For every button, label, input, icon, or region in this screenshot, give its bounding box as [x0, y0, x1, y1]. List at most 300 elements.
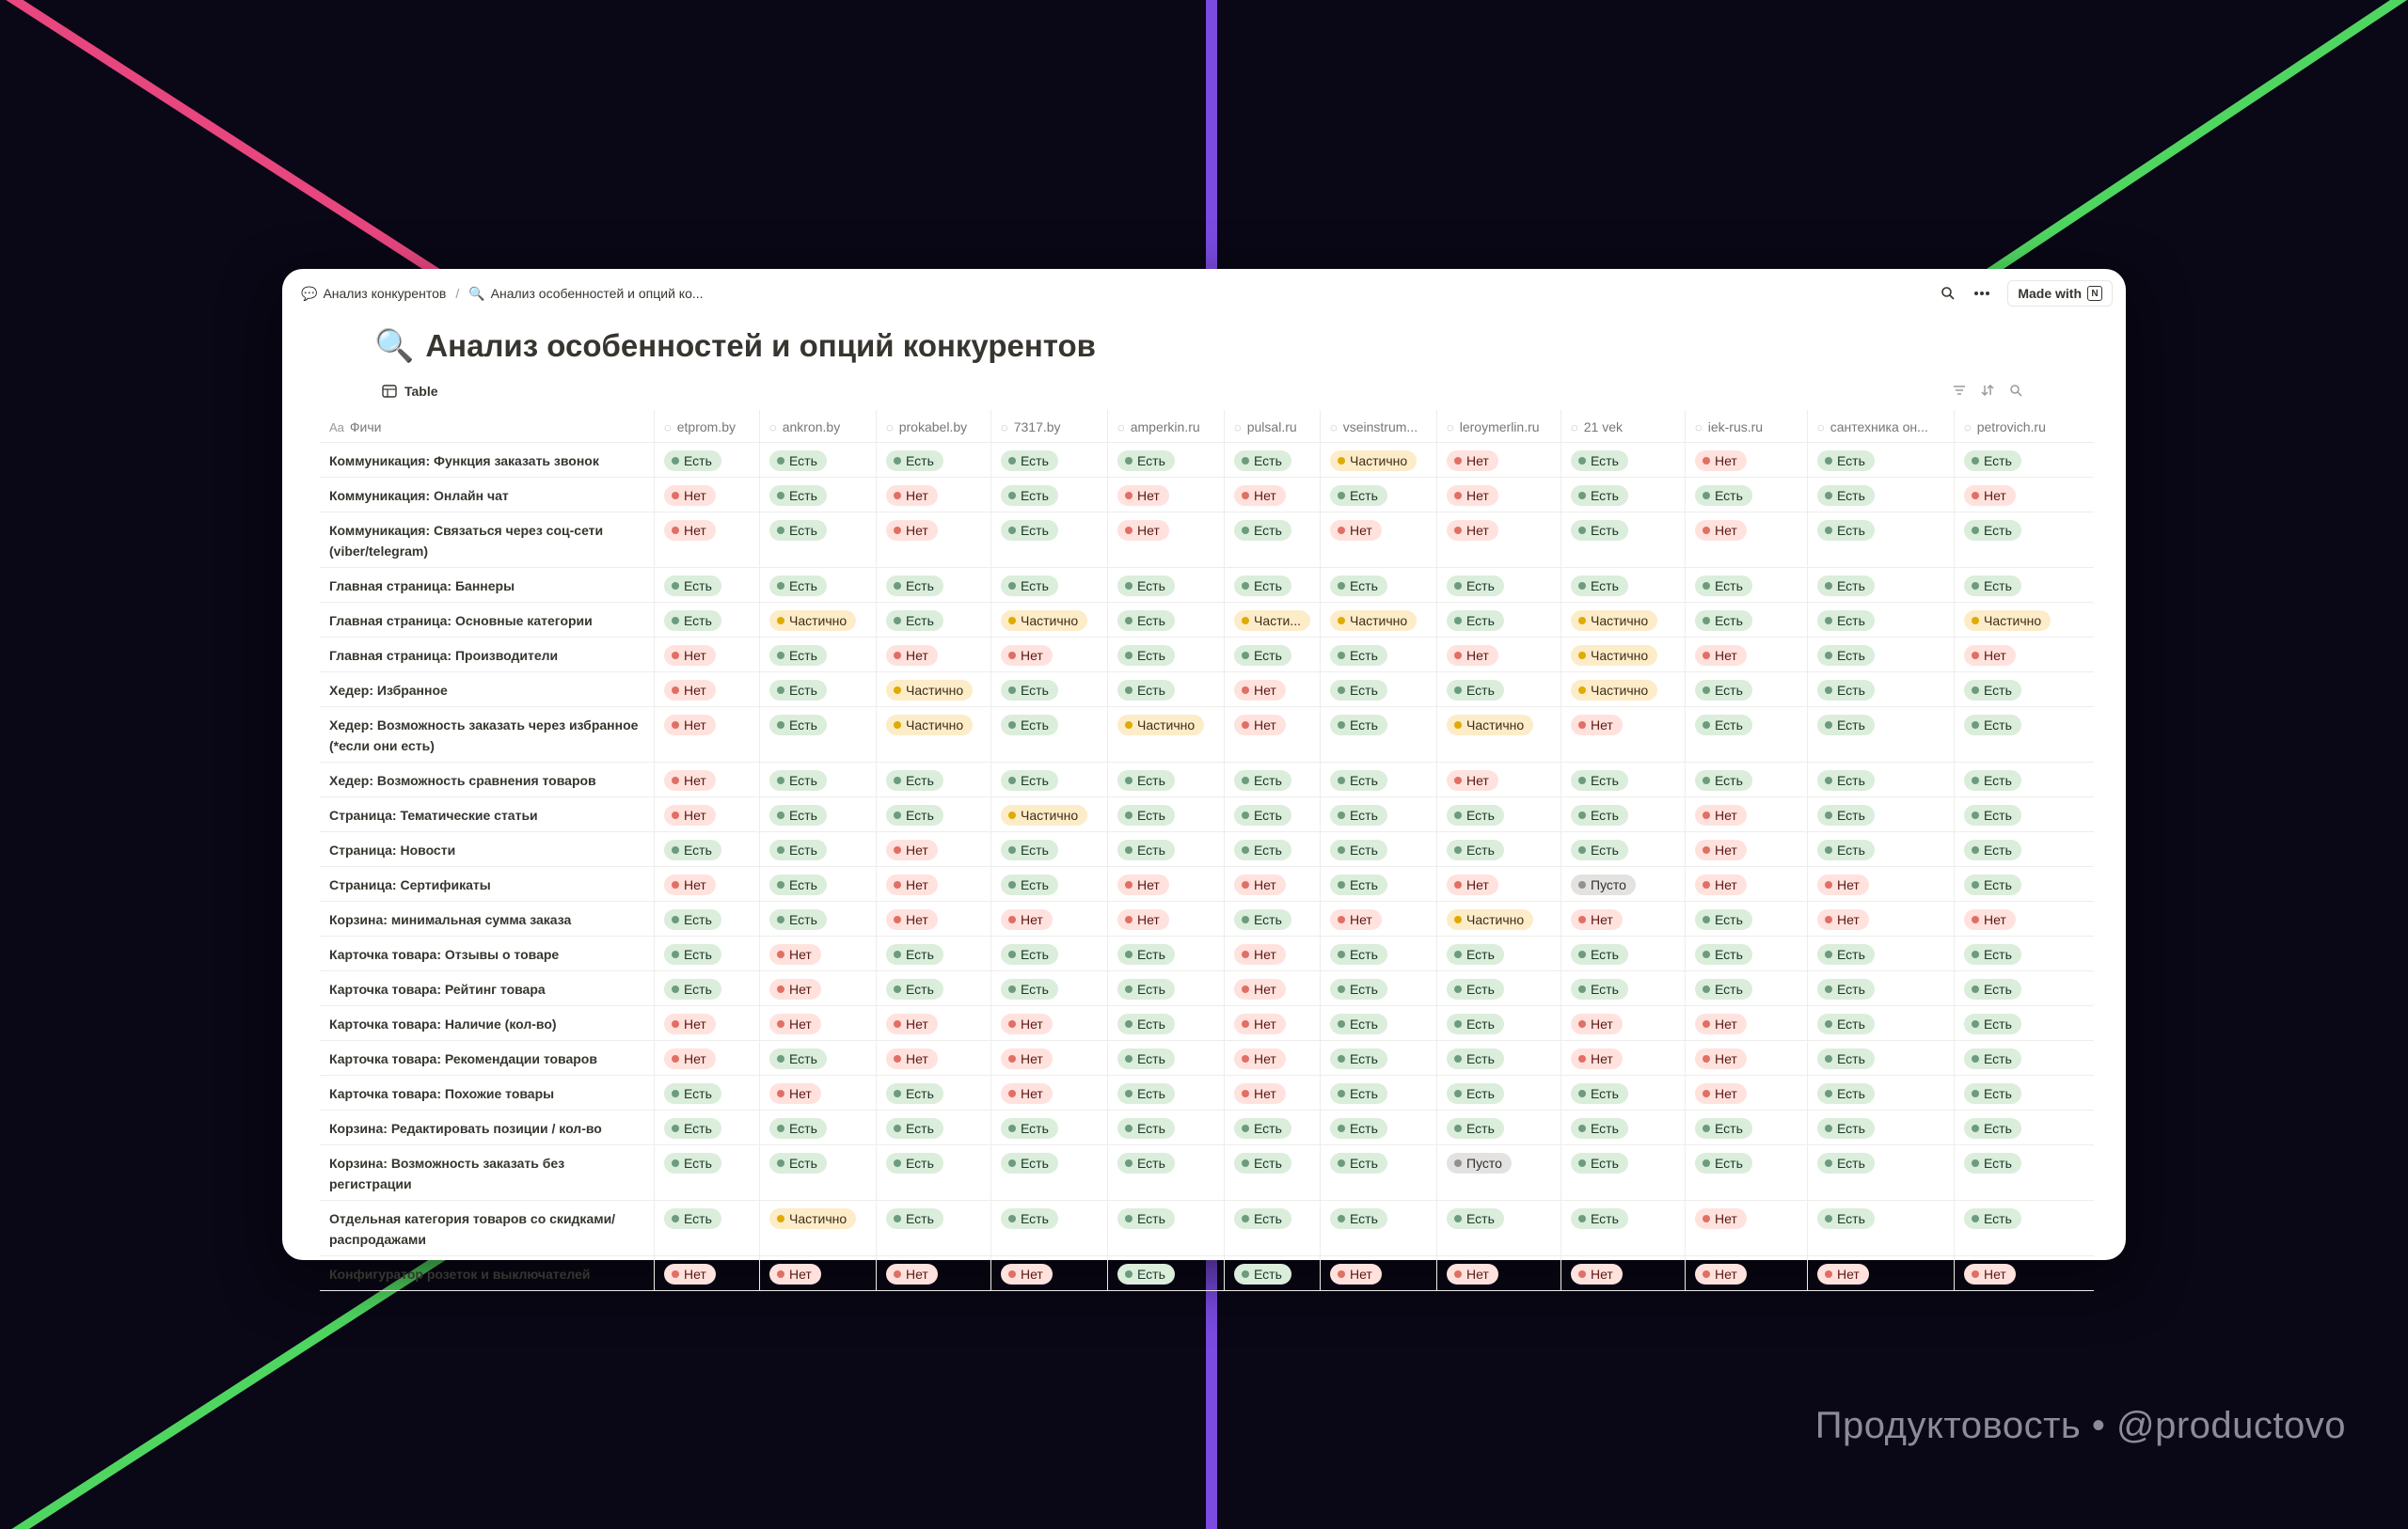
status-cell[interactable]: [1225, 1111, 1321, 1144]
made-with-button[interactable]: [2007, 280, 2113, 307]
status-cell[interactable]: [760, 478, 877, 512]
status-cell[interactable]: [1321, 568, 1437, 602]
status-cell[interactable]: [1686, 867, 1808, 901]
status-cell[interactable]: [1561, 867, 1686, 901]
status-cell[interactable]: [1808, 603, 1955, 637]
status-cell[interactable]: [655, 937, 760, 970]
status-cell[interactable]: [760, 568, 877, 602]
status-cell[interactable]: [1686, 1006, 1808, 1040]
status-cell[interactable]: [760, 1256, 877, 1290]
status-cell[interactable]: [1225, 443, 1321, 477]
status-cell[interactable]: [1955, 707, 2075, 762]
status-cell[interactable]: [1108, 672, 1225, 706]
status-cell[interactable]: [655, 902, 760, 936]
status-cell[interactable]: [877, 937, 991, 970]
feature-cell[interactable]: Отдельная категория товаров со скидками/ распродажами: [320, 1201, 655, 1255]
status-cell[interactable]: [1225, 638, 1321, 671]
status-cell[interactable]: [1561, 1145, 1686, 1200]
status-cell[interactable]: [1225, 1145, 1321, 1200]
status-cell[interactable]: [991, 832, 1108, 866]
status-cell[interactable]: [760, 1041, 877, 1075]
status-cell[interactable]: [877, 1201, 991, 1255]
status-cell[interactable]: [1808, 638, 1955, 671]
status-cell[interactable]: [655, 1041, 760, 1075]
status-cell[interactable]: [1108, 707, 1225, 762]
status-cell[interactable]: [1225, 971, 1321, 1005]
status-cell[interactable]: [1808, 1256, 1955, 1290]
status-cell[interactable]: [1108, 603, 1225, 637]
status-cell[interactable]: [1808, 443, 1955, 477]
status-cell[interactable]: [991, 971, 1108, 1005]
breadcrumb-current[interactable]: [468, 286, 703, 302]
feature-cell[interactable]: Главная страница: Баннеры: [320, 568, 655, 602]
status-cell[interactable]: [1225, 1256, 1321, 1290]
status-cell[interactable]: [991, 443, 1108, 477]
status-cell[interactable]: [1955, 638, 2075, 671]
column-header-site[interactable]: [760, 410, 877, 442]
status-cell[interactable]: [991, 902, 1108, 936]
status-cell[interactable]: [760, 603, 877, 637]
status-cell[interactable]: [1955, 1041, 2075, 1075]
status-cell[interactable]: [991, 1006, 1108, 1040]
status-cell[interactable]: [1437, 867, 1561, 901]
status-cell[interactable]: [655, 763, 760, 796]
status-cell[interactable]: [655, 638, 760, 671]
status-cell[interactable]: [1437, 1145, 1561, 1200]
status-cell[interactable]: [1437, 1006, 1561, 1040]
status-cell[interactable]: [1686, 1256, 1808, 1290]
status-cell[interactable]: [1808, 902, 1955, 936]
status-cell[interactable]: [1108, 1111, 1225, 1144]
sort-icon[interactable]: [1981, 384, 1994, 400]
status-cell[interactable]: [877, 797, 991, 831]
status-cell[interactable]: [1955, 672, 2075, 706]
status-cell[interactable]: [1437, 1111, 1561, 1144]
status-cell[interactable]: [1955, 1076, 2075, 1110]
status-cell[interactable]: [1321, 672, 1437, 706]
status-cell[interactable]: [1561, 971, 1686, 1005]
status-cell[interactable]: [1561, 672, 1686, 706]
status-cell[interactable]: [1955, 512, 2075, 567]
column-header-site[interactable]: [1808, 410, 1955, 442]
status-cell[interactable]: [1225, 937, 1321, 970]
status-cell[interactable]: [1108, 1006, 1225, 1040]
status-cell[interactable]: [1561, 937, 1686, 970]
status-cell[interactable]: [1321, 478, 1437, 512]
status-cell[interactable]: [1686, 603, 1808, 637]
status-cell[interactable]: [991, 512, 1108, 567]
status-cell[interactable]: [1225, 832, 1321, 866]
status-cell[interactable]: [760, 1006, 877, 1040]
status-cell[interactable]: [877, 707, 991, 762]
feature-cell[interactable]: Главная страница: Производители: [320, 638, 655, 671]
status-cell[interactable]: [991, 1201, 1108, 1255]
status-cell[interactable]: [1808, 763, 1955, 796]
status-cell[interactable]: [1321, 1111, 1437, 1144]
status-cell[interactable]: [1561, 603, 1686, 637]
status-cell[interactable]: [760, 971, 877, 1005]
status-cell[interactable]: [1225, 568, 1321, 602]
status-cell[interactable]: [760, 1076, 877, 1110]
status-cell[interactable]: [1808, 1201, 1955, 1255]
status-cell[interactable]: [1321, 1006, 1437, 1040]
status-cell[interactable]: [1437, 763, 1561, 796]
status-cell[interactable]: [1686, 971, 1808, 1005]
status-cell[interactable]: [1321, 937, 1437, 970]
status-cell[interactable]: [1955, 443, 2075, 477]
status-cell[interactable]: [877, 672, 991, 706]
status-cell[interactable]: [1561, 1256, 1686, 1290]
status-cell[interactable]: [1225, 707, 1321, 762]
status-cell[interactable]: [1437, 568, 1561, 602]
status-cell[interactable]: [760, 638, 877, 671]
status-cell[interactable]: [1108, 478, 1225, 512]
status-cell[interactable]: [1955, 797, 2075, 831]
status-cell[interactable]: [1561, 763, 1686, 796]
status-cell[interactable]: [1808, 797, 1955, 831]
status-cell[interactable]: [760, 707, 877, 762]
status-cell[interactable]: [1955, 867, 2075, 901]
status-cell[interactable]: [1686, 478, 1808, 512]
status-cell[interactable]: [1437, 1256, 1561, 1290]
status-cell[interactable]: [1686, 902, 1808, 936]
status-cell[interactable]: [991, 638, 1108, 671]
status-cell[interactable]: [1321, 797, 1437, 831]
status-cell[interactable]: [760, 443, 877, 477]
status-cell[interactable]: [991, 707, 1108, 762]
status-cell[interactable]: [1108, 971, 1225, 1005]
status-cell[interactable]: [1225, 512, 1321, 567]
status-cell[interactable]: [1686, 568, 1808, 602]
status-cell[interactable]: [1686, 1201, 1808, 1255]
status-cell[interactable]: [1225, 763, 1321, 796]
feature-cell[interactable]: Страница: Новости: [320, 832, 655, 866]
column-header-site[interactable]: [1321, 410, 1437, 442]
status-cell[interactable]: [1686, 1145, 1808, 1200]
column-header-feature[interactable]: [320, 410, 655, 442]
status-cell[interactable]: [1225, 867, 1321, 901]
status-cell[interactable]: [655, 1006, 760, 1040]
status-cell[interactable]: [1225, 797, 1321, 831]
status-cell[interactable]: [1686, 707, 1808, 762]
status-cell[interactable]: [655, 1145, 760, 1200]
status-cell[interactable]: [760, 512, 877, 567]
status-cell[interactable]: [1686, 1076, 1808, 1110]
status-cell[interactable]: [1437, 902, 1561, 936]
status-cell[interactable]: [877, 1256, 991, 1290]
feature-cell[interactable]: Коммуникация: Функция заказать звонок: [320, 443, 655, 477]
status-cell[interactable]: [1955, 478, 2075, 512]
status-cell[interactable]: [877, 478, 991, 512]
status-cell[interactable]: [1808, 707, 1955, 762]
status-cell[interactable]: [1321, 707, 1437, 762]
status-cell[interactable]: [1321, 638, 1437, 671]
status-cell[interactable]: [1108, 638, 1225, 671]
status-cell[interactable]: [1321, 763, 1437, 796]
status-cell[interactable]: [1225, 1041, 1321, 1075]
status-cell[interactable]: [760, 672, 877, 706]
status-cell[interactable]: [655, 568, 760, 602]
status-cell[interactable]: [1561, 707, 1686, 762]
status-cell[interactable]: [655, 707, 760, 762]
status-cell[interactable]: [1686, 1111, 1808, 1144]
status-cell[interactable]: [1321, 1041, 1437, 1075]
feature-cell[interactable]: Страница: Сертификаты: [320, 867, 655, 901]
status-cell[interactable]: [655, 1076, 760, 1110]
status-cell[interactable]: [1955, 1256, 2075, 1290]
status-cell[interactable]: [1321, 902, 1437, 936]
status-cell[interactable]: [1225, 1201, 1321, 1255]
column-header-site[interactable]: [1561, 410, 1686, 442]
status-cell[interactable]: [1437, 512, 1561, 567]
feature-cell[interactable]: Коммуникация: Онлайн чат: [320, 478, 655, 512]
status-cell[interactable]: [1561, 797, 1686, 831]
status-cell[interactable]: [1437, 478, 1561, 512]
status-cell[interactable]: [1108, 443, 1225, 477]
status-cell[interactable]: [877, 867, 991, 901]
status-cell[interactable]: [1321, 1145, 1437, 1200]
feature-cell[interactable]: Главная страница: Основные категории: [320, 603, 655, 637]
status-cell[interactable]: [760, 797, 877, 831]
status-cell[interactable]: [1437, 971, 1561, 1005]
status-cell[interactable]: [1561, 478, 1686, 512]
status-cell[interactable]: [1321, 1076, 1437, 1110]
column-header-site[interactable]: [1955, 410, 2075, 442]
status-cell[interactable]: [1561, 512, 1686, 567]
status-cell[interactable]: [655, 797, 760, 831]
status-cell[interactable]: [1321, 867, 1437, 901]
status-cell[interactable]: [1321, 1256, 1437, 1290]
feature-cell[interactable]: Корзина: Возможность заказать без регистрации: [320, 1145, 655, 1200]
status-cell[interactable]: [991, 867, 1108, 901]
status-cell[interactable]: [877, 568, 991, 602]
feature-cell[interactable]: Хедер: Избранное: [320, 672, 655, 706]
status-cell[interactable]: [1321, 971, 1437, 1005]
column-header-site[interactable]: [655, 410, 760, 442]
status-cell[interactable]: [991, 1076, 1108, 1110]
status-cell[interactable]: [655, 1201, 760, 1255]
status-cell[interactable]: [655, 478, 760, 512]
status-cell[interactable]: [760, 1201, 877, 1255]
status-cell[interactable]: [1437, 672, 1561, 706]
status-cell[interactable]: [877, 832, 991, 866]
status-cell[interactable]: [1686, 763, 1808, 796]
status-cell[interactable]: [1225, 603, 1321, 637]
feature-cell[interactable]: Карточка товара: Рейтинг товара: [320, 971, 655, 1005]
status-cell[interactable]: [1686, 638, 1808, 671]
status-cell[interactable]: [655, 443, 760, 477]
status-cell[interactable]: [1955, 971, 2075, 1005]
status-cell[interactable]: [760, 832, 877, 866]
column-header-site[interactable]: [991, 410, 1108, 442]
status-cell[interactable]: [877, 902, 991, 936]
status-cell[interactable]: [1955, 603, 2075, 637]
status-cell[interactable]: [991, 763, 1108, 796]
status-cell[interactable]: [1321, 1201, 1437, 1255]
status-cell[interactable]: [1686, 1041, 1808, 1075]
status-cell[interactable]: [655, 672, 760, 706]
status-cell[interactable]: [1437, 443, 1561, 477]
status-cell[interactable]: [1808, 937, 1955, 970]
status-cell[interactable]: [1437, 707, 1561, 762]
status-cell[interactable]: [1955, 568, 2075, 602]
status-cell[interactable]: [1955, 1006, 2075, 1040]
status-cell[interactable]: [1225, 478, 1321, 512]
status-cell[interactable]: [1808, 1111, 1955, 1144]
status-cell[interactable]: [1437, 1041, 1561, 1075]
status-cell[interactable]: [1437, 603, 1561, 637]
status-cell[interactable]: [991, 1256, 1108, 1290]
status-cell[interactable]: [877, 638, 991, 671]
status-cell[interactable]: [1561, 638, 1686, 671]
status-cell[interactable]: [1561, 832, 1686, 866]
view-tab-table[interactable]: [382, 384, 438, 399]
status-cell[interactable]: [1437, 937, 1561, 970]
status-cell[interactable]: [1808, 1076, 1955, 1110]
status-cell[interactable]: [1321, 603, 1437, 637]
status-cell[interactable]: [1808, 1145, 1955, 1200]
status-cell[interactable]: [1686, 832, 1808, 866]
status-cell[interactable]: [760, 1145, 877, 1200]
status-cell[interactable]: [1108, 1201, 1225, 1255]
search-icon[interactable]: [1940, 285, 1956, 302]
column-header-site[interactable]: [1686, 410, 1808, 442]
feature-cell[interactable]: Карточка товара: Отзывы о товаре: [320, 937, 655, 970]
status-cell[interactable]: [991, 672, 1108, 706]
status-cell[interactable]: [1225, 672, 1321, 706]
status-cell[interactable]: [1108, 1145, 1225, 1200]
status-cell[interactable]: [991, 568, 1108, 602]
status-cell[interactable]: [1808, 1006, 1955, 1040]
status-cell[interactable]: [1108, 832, 1225, 866]
status-cell[interactable]: [655, 1256, 760, 1290]
status-cell[interactable]: [1437, 1076, 1561, 1110]
status-cell[interactable]: [655, 867, 760, 901]
status-cell[interactable]: [1321, 832, 1437, 866]
status-cell[interactable]: [655, 832, 760, 866]
status-cell[interactable]: [1686, 937, 1808, 970]
status-cell[interactable]: [1808, 512, 1955, 567]
status-cell[interactable]: [760, 1111, 877, 1144]
status-cell[interactable]: [1108, 937, 1225, 970]
status-cell[interactable]: [1561, 1076, 1686, 1110]
status-cell[interactable]: [1108, 1076, 1225, 1110]
status-cell[interactable]: [1808, 1041, 1955, 1075]
status-cell[interactable]: [1561, 1041, 1686, 1075]
status-cell[interactable]: [760, 867, 877, 901]
status-cell[interactable]: [877, 1076, 991, 1110]
status-cell[interactable]: [1561, 1201, 1686, 1255]
column-header-site[interactable]: [877, 410, 991, 442]
feature-cell[interactable]: Хедер: Возможность сравнения товаров: [320, 763, 655, 796]
status-cell[interactable]: [1561, 443, 1686, 477]
status-cell[interactable]: [1686, 672, 1808, 706]
feature-cell[interactable]: Карточка товара: Наличие (кол-во): [320, 1006, 655, 1040]
status-cell[interactable]: [991, 603, 1108, 637]
column-header-site[interactable]: [1225, 410, 1321, 442]
filter-icon[interactable]: [1953, 384, 1966, 400]
status-cell[interactable]: [1108, 568, 1225, 602]
status-cell[interactable]: [1561, 1111, 1686, 1144]
status-cell[interactable]: [1955, 937, 2075, 970]
feature-cell[interactable]: Хедер: Возможность заказать через избранное (*если они есть): [320, 707, 655, 762]
status-cell[interactable]: [991, 1145, 1108, 1200]
status-cell[interactable]: [1108, 512, 1225, 567]
status-cell[interactable]: [760, 763, 877, 796]
status-cell[interactable]: [1808, 867, 1955, 901]
feature-cell[interactable]: Карточка товара: Похожие товары: [320, 1076, 655, 1110]
status-cell[interactable]: [1321, 512, 1437, 567]
status-cell[interactable]: [991, 797, 1108, 831]
status-cell[interactable]: [1686, 512, 1808, 567]
status-cell[interactable]: [1955, 1145, 2075, 1200]
status-cell[interactable]: [1686, 797, 1808, 831]
status-cell[interactable]: [1561, 568, 1686, 602]
status-cell[interactable]: [655, 603, 760, 637]
status-cell[interactable]: [991, 937, 1108, 970]
status-cell[interactable]: [1437, 638, 1561, 671]
status-cell[interactable]: [1108, 867, 1225, 901]
status-cell[interactable]: [877, 603, 991, 637]
more-options-icon[interactable]: [1973, 285, 1990, 302]
status-cell[interactable]: [1808, 568, 1955, 602]
status-cell[interactable]: [1955, 902, 2075, 936]
feature-cell[interactable]: Корзина: минимальная сумма заказа: [320, 902, 655, 936]
status-cell[interactable]: [1225, 1076, 1321, 1110]
status-cell[interactable]: [1225, 902, 1321, 936]
status-cell[interactable]: [877, 1111, 991, 1144]
status-cell[interactable]: [1686, 443, 1808, 477]
status-cell[interactable]: [1437, 797, 1561, 831]
status-cell[interactable]: [877, 971, 991, 1005]
status-cell[interactable]: [1561, 902, 1686, 936]
status-cell[interactable]: [655, 1111, 760, 1144]
status-cell[interactable]: [655, 512, 760, 567]
status-cell[interactable]: [1955, 832, 2075, 866]
status-cell[interactable]: [877, 512, 991, 567]
status-cell[interactable]: [991, 1111, 1108, 1144]
status-cell[interactable]: [1225, 1006, 1321, 1040]
status-cell[interactable]: [991, 478, 1108, 512]
status-cell[interactable]: [1108, 902, 1225, 936]
feature-cell[interactable]: Конфигуратор розеток и выключателей: [320, 1256, 655, 1290]
status-cell[interactable]: [1955, 1111, 2075, 1144]
status-cell[interactable]: [1108, 1041, 1225, 1075]
status-cell[interactable]: [1955, 1201, 2075, 1255]
feature-cell[interactable]: Корзина: Редактировать позиции / кол-во: [320, 1111, 655, 1144]
column-header-site[interactable]: [1437, 410, 1561, 442]
status-cell[interactable]: [760, 902, 877, 936]
breadcrumb-parent[interactable]: [301, 286, 446, 302]
status-cell[interactable]: [1955, 763, 2075, 796]
feature-cell[interactable]: Страница: Тематические статьи: [320, 797, 655, 831]
status-cell[interactable]: [991, 1041, 1108, 1075]
status-cell[interactable]: [1108, 763, 1225, 796]
status-cell[interactable]: [1808, 832, 1955, 866]
status-cell[interactable]: [877, 1145, 991, 1200]
status-cell[interactable]: [877, 763, 991, 796]
status-cell[interactable]: [1108, 797, 1225, 831]
table-search-icon[interactable]: [2009, 384, 2022, 400]
status-cell[interactable]: [1808, 672, 1955, 706]
column-header-site[interactable]: [1108, 410, 1225, 442]
status-cell[interactable]: [760, 937, 877, 970]
status-cell[interactable]: [1808, 478, 1955, 512]
status-cell[interactable]: [877, 1041, 991, 1075]
feature-cell[interactable]: Коммуникация: Связаться через соц-сети (viber/telegram): [320, 512, 655, 567]
status-cell[interactable]: [1561, 1006, 1686, 1040]
status-cell[interactable]: [655, 971, 760, 1005]
